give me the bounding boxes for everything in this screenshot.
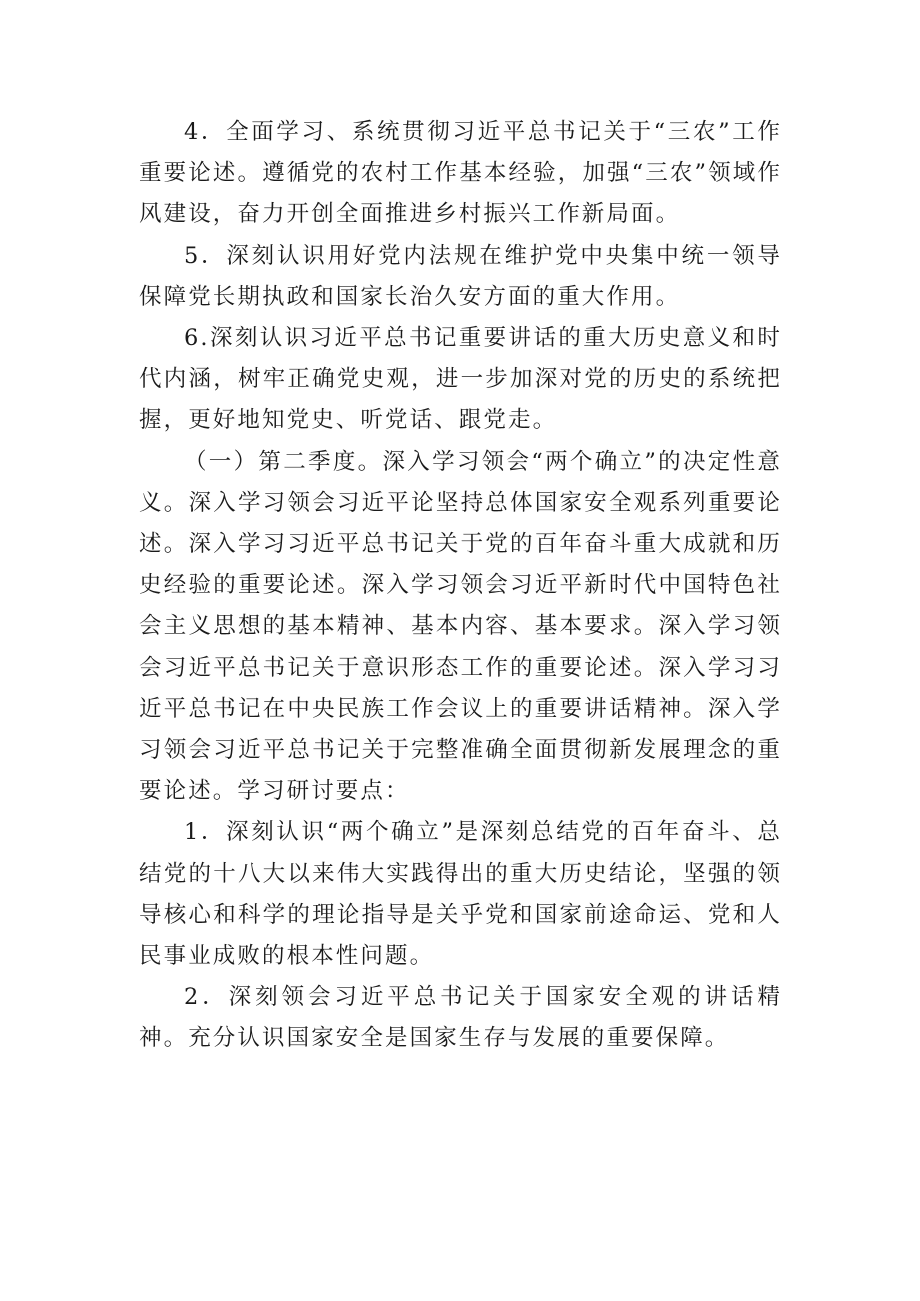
paragraph-item-4: 4．全面学习、系统贯彻习近平总书记关于“三农”工作重要论述。遵循党的农村工作基本经验，加强“三农”领域作风建设，奋力开创全面推进乡村振兴工作新局面。 bbox=[139, 119, 782, 228]
paragraph-point-2: 2．深刻领会习近平总书记关于国家安全观的讲话精神。充分认识国家安全是国家生存与发展的重要保障。 bbox=[139, 984, 782, 1052]
paragraph-point-1: 1．深刻认识“两个确立”是深刻总结党的百年奋斗、总结党的十八大以来伟大实践得出的重大历史结论，坚强的领导核心和科学的理论指导是关乎党和国家前途命运、党和人民事业成败的根本性问题。 bbox=[139, 819, 782, 970]
paragraph-second-quarter: （一）第二季度。深入学习领会“两个确立”的决定性意义。深入学习领会习近平论坚持总体国家安全观系列重要论述。深入学习习近平总书记关于党的百年奋斗重大成就和历史经验的重要论述。深入学习领会习近平新时代中国特色社会主义思想的基本精神、基本内容、基本要求。深入学习领会习近平总书记关于意识形态工作的重要论述。深入学习习近平总书记在中央民族工作会议上的重要讲话精神。深入学习领会习近平总书记关于完整准确全面贯彻新发展理念的重要论述。学习研讨要点： bbox=[139, 448, 782, 805]
paragraph-item-6: 6.深刻认识习近平总书记重要讲话的重大历史意义和时代内涵，树牢正确党史观，进一步加深对党的历史的系统把握，更好地知党史、听党话、跟党走。 bbox=[139, 325, 782, 434]
paragraph-item-5: 5．深刻认识用好党内法规在维护党中央集中统一领导保障党长期执政和国家长治久安方面的重大作用。 bbox=[139, 242, 782, 310]
